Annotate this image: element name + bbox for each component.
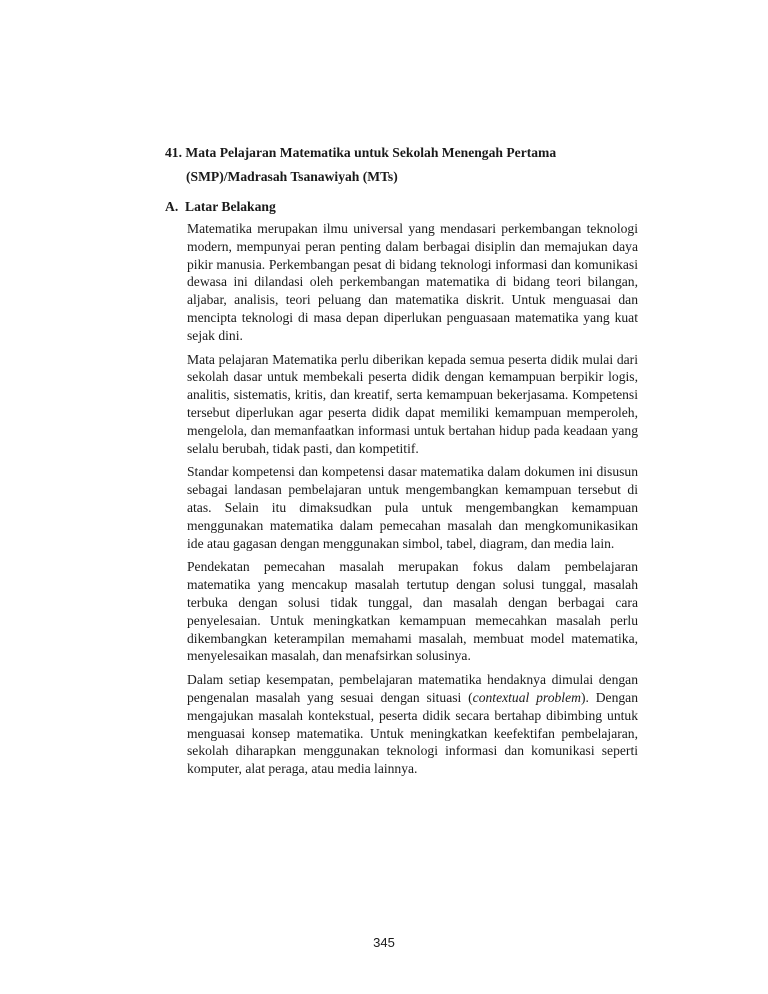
section-heading — [165, 141, 645, 189]
paragraph-5 — [187, 671, 638, 778]
paragraph-5-start: Dalam setiap kesempatan, pembelajaran matematika hendaknya dimulai dengan pengenalan masalah yang sesuai dengan situasi ( — [187, 672, 638, 705]
paragraph-3: Standar kompetensi dan kompetensi dasar matematika dalam dokumen ini disusun sebagai landasan pembelajaran untuk mengembangkan kemampuan tersebut di atas. Selain itu dimaksudkan pula untuk mengembangkan kemampuan menggunakan matematika dalam pemecahan masalah dan mengkomunikasikan ide atau gagasan dengan menggunakan simbol, tabel, diagram, dan media lain. — [187, 464, 638, 551]
paragraph-4: Pendekatan pemecahan masalah merupakan fokus dalam pembelajaran matematika yang mencakup masalah tertutup dengan solusi tunggal, masalah terbuka dengan solusi tidak tunggal, dan masalah dengan berbagai cara penyelesaian. Untuk meningkatkan kemampuan memecahkan masalah perlu dikembangkan keterampilan memahami masalah, membuat model matematika, menyelesaikan masalah, dan menafsirkan solusinya. — [187, 559, 638, 664]
paragraph-2: Mata pelajaran Matematika perlu diberikan kepada semua peserta didik mulai dari sekolah dasar untuk membekali peserta didik dengan kemampuan berpikir logis, analitis, sistematis, kritis, dan kreatif, serta kemampuan bekerjasama. Kompetensi tersebut diperlukan agar peserta didik dapat memiliki kemampuan memperoleh, mengelola, dan memanfaatkan informasi untuk bertahan hidup pada keadaan yang selalu berubah, tidak pasti, dan kompetitif. — [187, 351, 638, 456]
subsection-heading: A. Latar Belakang — [165, 199, 276, 214]
paragraph-5-italic-term: contextual problem — [472, 689, 581, 705]
paragraph-1: Matematika merupakan ilmu universal yang mendasari perkembangan teknologi modern, mempunyai peran penting dalam berbagai disiplin dan memajukan daya pikir manusia. Perkembangan pesat di bidang teknologi informasi dan komunikasi dewasa ini dilandasi oleh perkembangan matematika di bidang teori bilangan, aljabar, analisis, teori peluang dan matematika diskrit. Untuk menguasai dan mencipta teknologi di masa depan diperlukan penguasaan matematika yang kuat sejak dini. — [187, 221, 638, 343]
paragraph-5-end: ). Dengan mengajukan masalah kontekstual, peserta didik secara bertahap dibimbing untuk menguasai konsep matematika. Untuk meningkatkan keefektifan pembelajaran, sekolah diharapkan menggunakan teknologi informasi dan komunikasi seperti komputer, alat peraga, atau media lainnya. — [187, 689, 638, 777]
section-title-line2: (SMP)/Madrasah Tsanawiyah (MTs) — [186, 169, 398, 184]
page-number: 345 — [373, 935, 395, 950]
body-text — [187, 220, 638, 784]
section-title-line1: 41. Mata Pelajaran Matematika untuk Sekolah Menengah Pertama — [165, 145, 557, 160]
